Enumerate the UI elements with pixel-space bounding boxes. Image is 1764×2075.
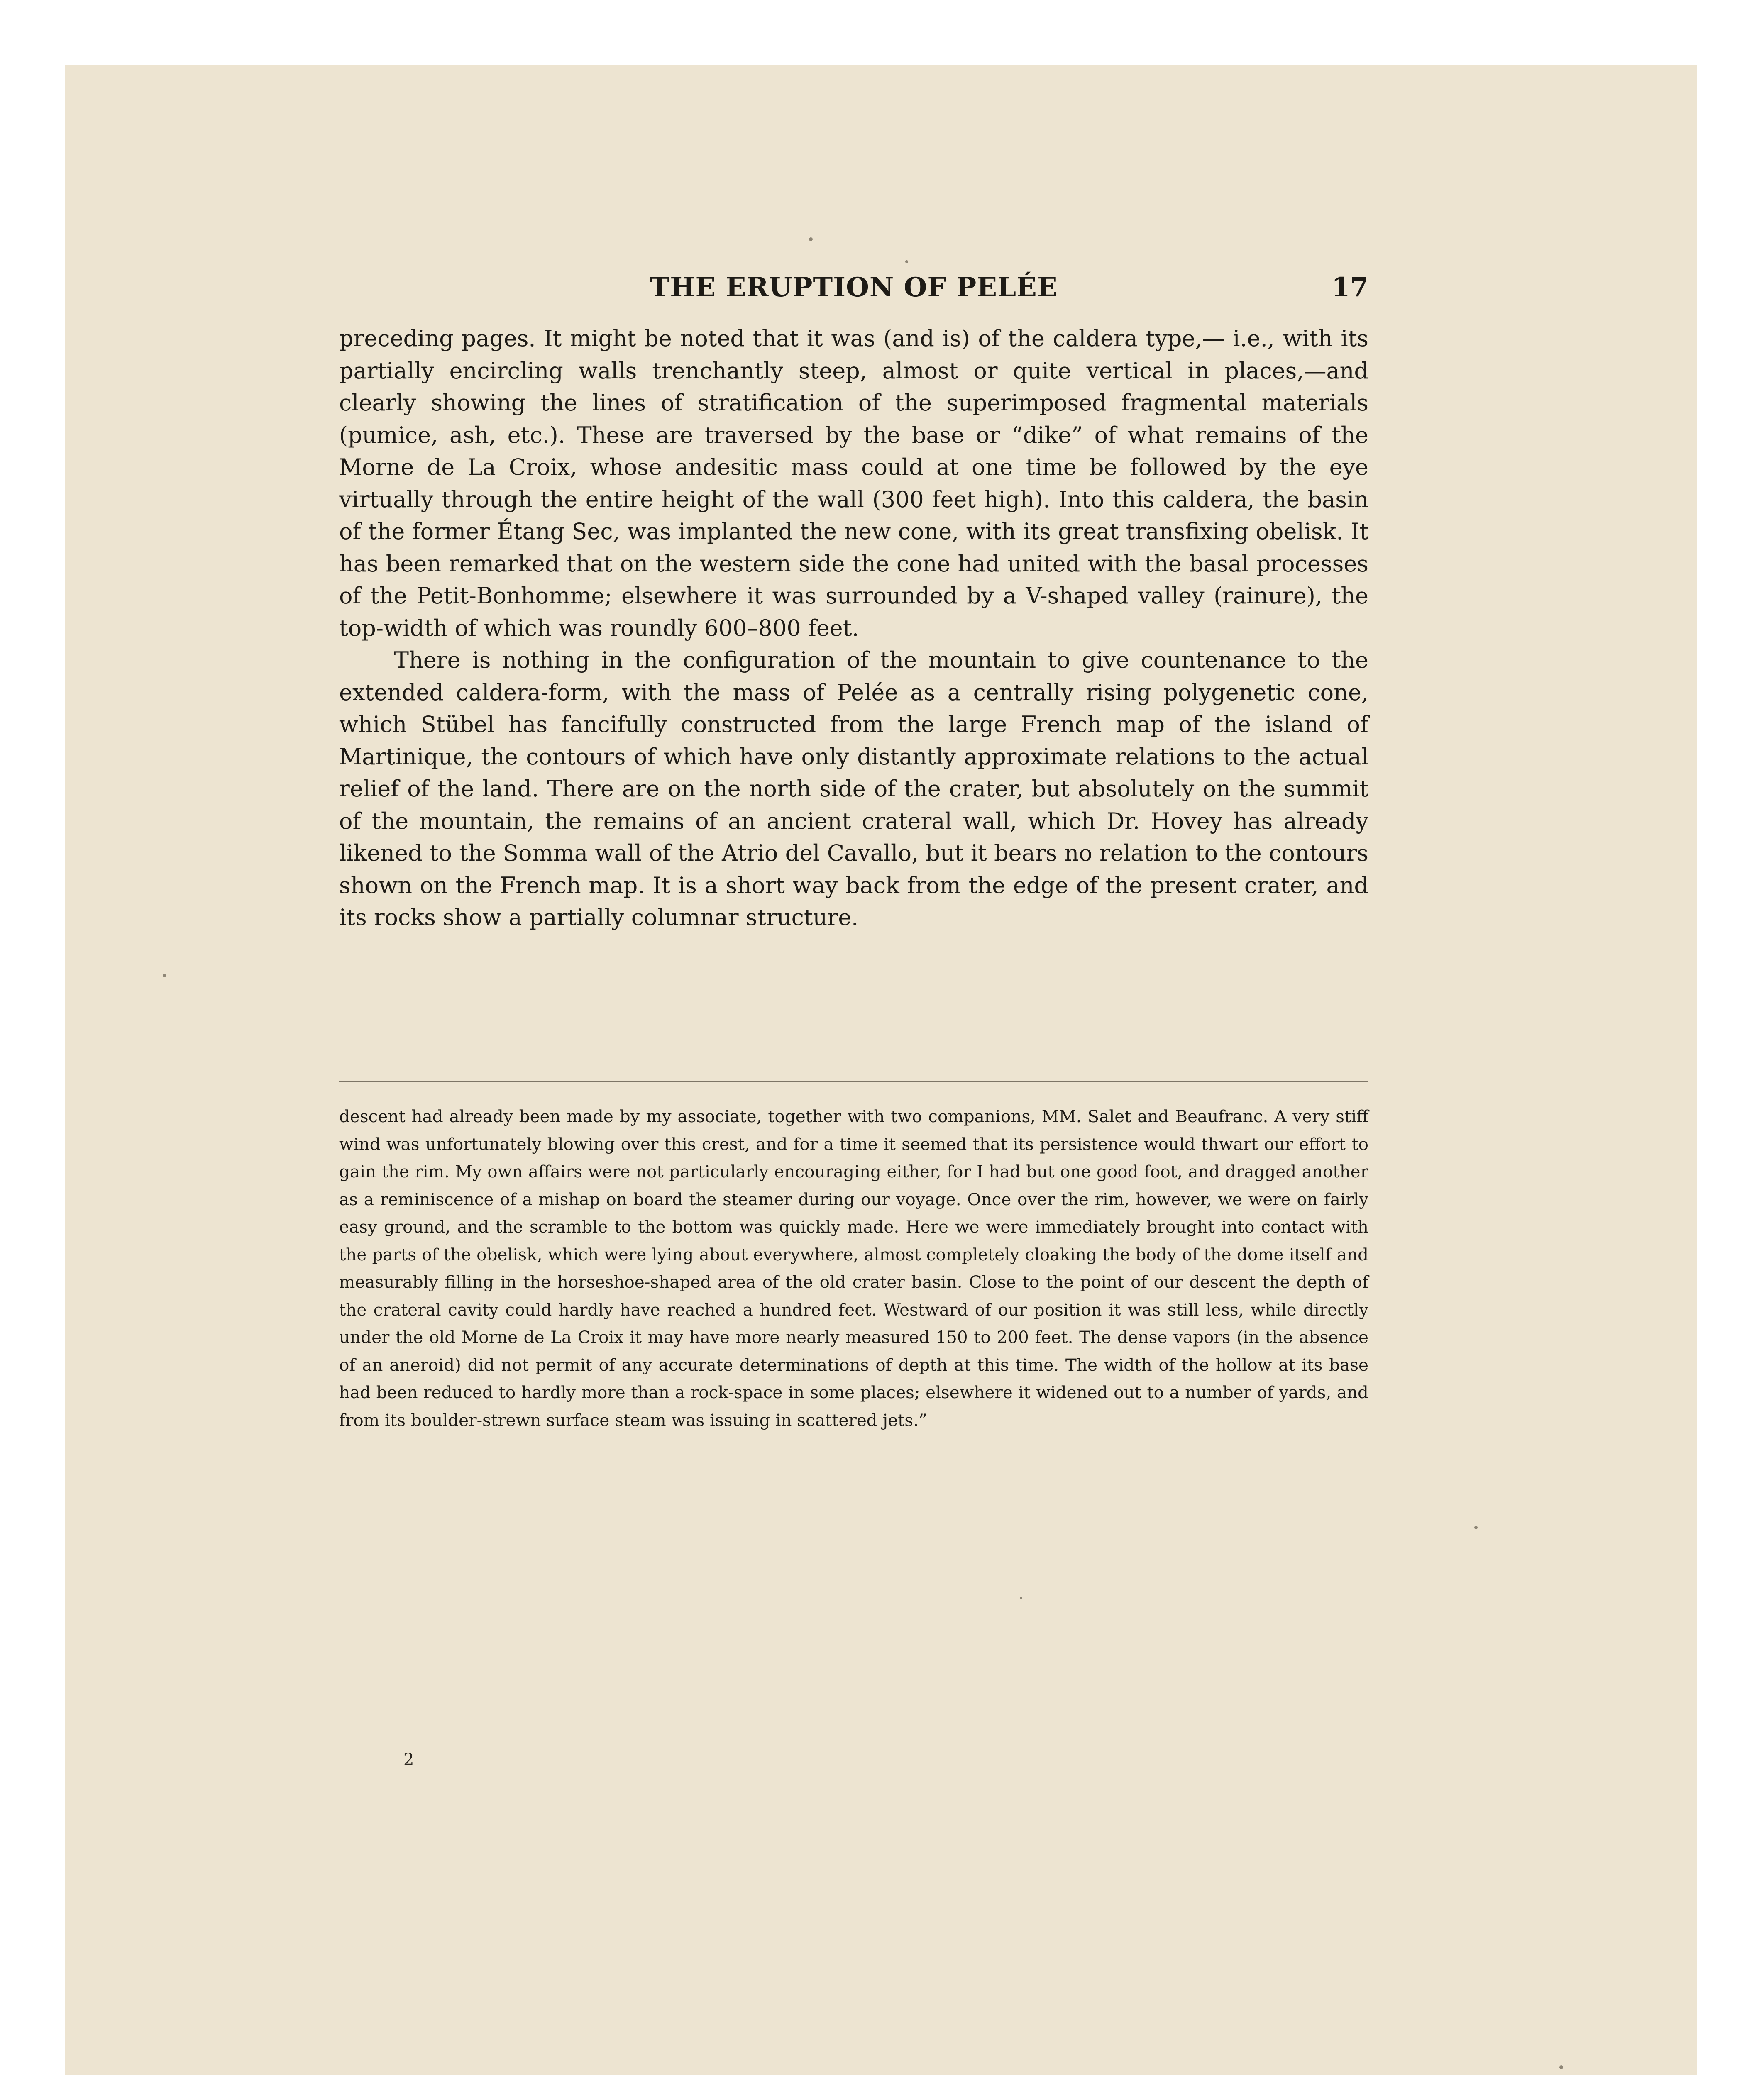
paper-speck xyxy=(163,974,166,977)
main-text xyxy=(339,322,1368,934)
footnote xyxy=(339,1103,1368,1434)
paragraph-2: There is nothing in the configuration of the mountain to give countenance to the extended caldera-form, with the mass of Pelée as a centrally rising polygenetic cone, which Stübel has fancifully constructed from the large French map of the island of Martinique, the contours of which have only distantly approximate relations to the actual relief of the land. There are on the north side of the crater, but absolutely on the summit of the mountain, the remains of an ancient crateral wall, which Dr. Hovey has already likened to the Somma wall of the Atrio del Cavallo, but it bears no relation to the contours shown on the French map. It is a short way back from the edge of the present crater, and its rocks show a partially columnar structure. xyxy=(339,647,1368,930)
running-title: THE ERUPTION OF PELÉE xyxy=(650,272,1058,303)
paper-speck xyxy=(905,260,908,263)
page-header xyxy=(339,272,1368,309)
signature-mark: 2 xyxy=(403,1750,414,1769)
paragraph-1: preceding pages. It might be noted that it was (and is) of the caldera type,— i.e., with its partially encircling walls trenchantly steep, almost or quite vertical in places,—and clearly showing the lines of stratification of the superimposed fragmental materials (pumice, ash, etc.). These are traversed by the base or “dike” of what remains of the Morne de La Croix, whose andesitic mass could at one time be followed by the eye virtually through the entire height of the wall (300 feet high). Into this caldera, the basin of the former Étang Sec, was implanted the new cone, with its great transfixing obelisk. It has been remarked that on the western side the cone had united with the basal processes of the Petit-Bonhomme; elsewhere it was surrounded by a V-shaped valley (rainure), the top-width of which was roundly 600–800 feet. xyxy=(339,325,1368,641)
paper-speck xyxy=(1474,1526,1478,1529)
paper-speck xyxy=(1559,2065,1563,2069)
book-page xyxy=(65,65,1697,2075)
page-number: 17 xyxy=(1331,272,1368,303)
paper-speck xyxy=(1020,1597,1022,1599)
footnote-divider xyxy=(339,1081,1368,1082)
paper-speck xyxy=(809,237,813,241)
footnote-text: descent had already been made by my associate, together with two companions, MM. Salet and Beaufranc. A very stiff wind was unfortunately blowing over this crest, and for a time it seemed that its persistence would thwart our effort to gain the rim. My own affairs were not particularly encouraging either, for I had but one good foot, and dragged another as a reminiscence of a mishap on board the steamer during our voyage. Once over the rim, however, we were on fairly easy ground, and the scramble to the bottom was quickly made. Here we were immediately brought into contact with the parts of the obelisk, which were lying about everywhere, almost completely cloaking the body of the dome itself and measurably filling in the horseshoe-shaped area of the old crater basin. Close to the point of our descent the depth of the crateral cavity could hardly have reached a hundred feet. Westward of our position it was still less, while directly under the old Morne de La Croix it may have more nearly measured 150 to 200 feet. The dense vapors (in the absence of an aneroid) did not permit of any accurate determinations of depth at this time. The width of the hollow at its base had been reduced to hardly more than a rock-space in some places; elsewhere it widened out to a number of yards, and from its boulder-strewn surface steam was issuing in scattered jets.” xyxy=(339,1106,1368,1430)
